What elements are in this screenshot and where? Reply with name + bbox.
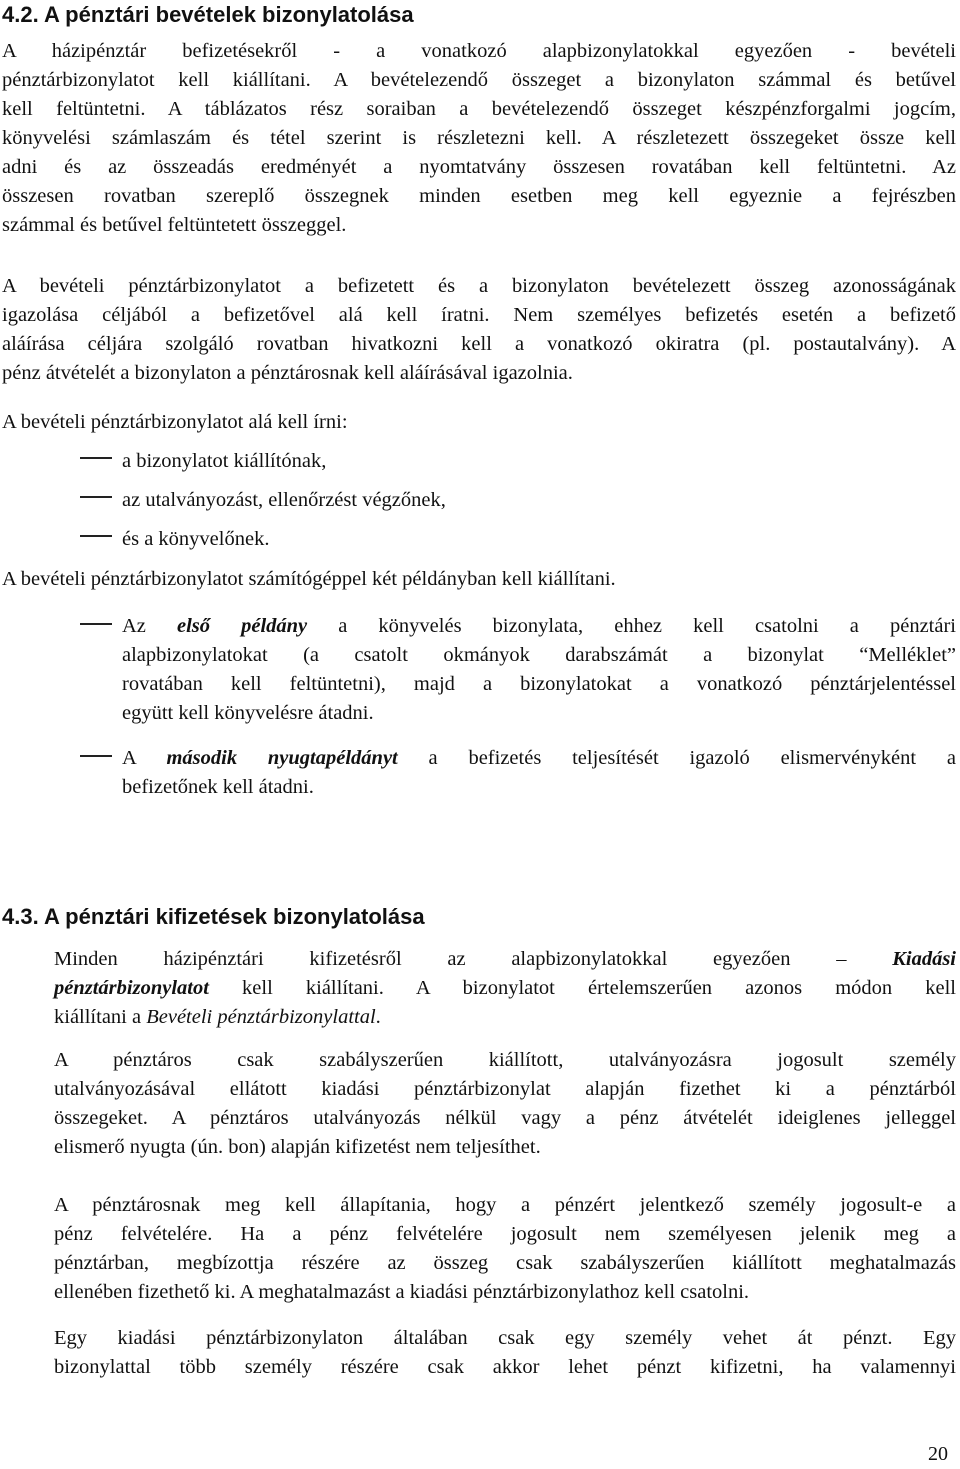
paragraph-payer-signature — [2, 272, 956, 388]
signer-list-item: és a könyvelőnek. — [122, 528, 270, 550]
text-line: aláírása céljára szolgáló rovatban hivatkozni kell a vonatkozó okiratra (pl. postautalvány). A — [2, 333, 956, 355]
first-copy-emphasis: első példány — [177, 615, 308, 637]
text-line: pénz átvételét a bizonylaton a pénztárosnak kell aláírásával igazolnia. — [2, 362, 573, 384]
dash-bullet-icon — [80, 755, 112, 757]
paragraph-proxy-authorization — [54, 1191, 956, 1307]
text-line: A pénztáros csak szabályszerűen kiállított, utalványozásra jogosult személy — [54, 1049, 956, 1071]
second-copy-emphasis: második nyugtapéldányt — [166, 747, 398, 769]
text-line: könyvelési számlaszám és tétel szerint is részletezni kell. A részletezett összegeket össze kell — [2, 127, 956, 149]
text-line — [54, 945, 956, 974]
section-4-2-title: 4.2. A pénztári bevételek bizonylatolása — [2, 2, 414, 27]
text-line — [122, 612, 956, 641]
text-line: ellenében fizethető ki. A meghatalmazást a kiadási pénztárbizonylathoz kell csatolni. — [54, 1281, 750, 1303]
text-line: együtt kell könyvelésre átadni. — [122, 702, 374, 724]
text-line: kell feltüntetni. A táblázatos rész soraiban a bevételezendő összeget készpénzforgalmi jogcím, — [2, 98, 956, 120]
first-copy-item — [122, 612, 956, 728]
text-line: pénztárbizonylatot kell kiállítani. A bevételezendő összeget a bizonylaton számmal és betűvel — [2, 69, 956, 91]
text-line: befizetőnek kell átadni. — [122, 776, 314, 798]
text-line: A házipénztár befizetésekről - a vonatkozó alapbizonylatokkal egyezően - bevételi — [2, 40, 956, 62]
text-line: adni és az összeadás eredményét a nyomtatvány összesen rovatában kell feltüntetni. Az — [2, 156, 956, 178]
text-line — [122, 744, 956, 773]
signer-list-item: a bizonylatot kiállítónak, — [122, 450, 327, 472]
dash-bullet-icon — [80, 496, 112, 498]
payout-line3-emphasis: Bevételi pénztárbizonylattal — [146, 1006, 376, 1028]
text-line: alapbizonylatokat (a csatolt okmányok darabszámát a bizonylat “Melléklet” — [122, 644, 956, 666]
text-line: rovatában kell feltüntetni), majd a bizonylatokat a vonatkozó pénztárjelentéssel — [122, 673, 956, 695]
text-line: A pénztárosnak meg kell állapítania, hogy a pénzért jelentkező személy jogosult-e a — [54, 1194, 956, 1216]
text-line: összesen rovatban szereplő összegnek minden esetben meg kell egyeznie a fejrészben — [2, 185, 956, 207]
text-line: igazolása céljából a befizetővel alá kell íratni. Nem személyes befizetés esetén a befizető — [2, 304, 956, 326]
payout-line3-pre: kiállítani a — [54, 1006, 147, 1028]
second-copy-item — [122, 744, 956, 802]
page-number: 20 — [928, 1443, 948, 1465]
payout-line3-post: . — [375, 1006, 381, 1028]
copies-intro: A bevételi pénztárbizonylatot számítógéppel két példányban kell kiállítani. — [2, 568, 616, 590]
text-line: utalványozásával ellátott kiadási pénztárbizonylat alapján fizethet ki a pénztárból — [54, 1078, 956, 1100]
payout-line2-emphasis: pénztárbizonylatot — [54, 977, 209, 999]
dash-bullet-icon — [80, 457, 112, 459]
text-line: pénztárban, megbízottja részére az összeg csak szabályszerűen kiállított meghatalmazás — [54, 1252, 956, 1274]
first-copy-pre: Az — [122, 615, 177, 637]
dash-bullet-icon — [80, 535, 112, 537]
paragraph-receipt-rules — [2, 37, 956, 240]
paragraph-payout-voucher — [54, 945, 956, 1032]
text-line: elismerő nyugta (ún. bon) alapján kifizetést nem teljesíthet. — [54, 1136, 541, 1158]
section-4-3-title: 4.3. A pénztári kifizetések bizonylatolása — [2, 904, 425, 929]
signer-list-item: az utalványozást, ellenőrzést végzőnek, — [122, 489, 446, 511]
paragraph-single-recipient — [54, 1324, 956, 1382]
payout-line2-rest: kell kiállítani. A bizonylatot értelemszerűen azonos módon kell — [208, 977, 956, 999]
text-line: pénz felvételére. Ha a pénz felvételére jogosult nem személyesen jelenik meg a — [54, 1223, 956, 1245]
text-line: Egy kiadási pénztárbizonylaton általában csak egy személy vehet át pénzt. Egy — [54, 1327, 956, 1349]
text-line — [54, 974, 956, 1003]
second-copy-pre: A — [122, 747, 167, 769]
signers-intro: A bevételi pénztárbizonylatot alá kell írni: — [2, 411, 348, 433]
text-line — [54, 1003, 956, 1032]
text-line: számmal és betűvel feltüntetett összeggel. — [2, 214, 347, 236]
first-copy-rest: a könyvelés bizonylata, ehhez kell csatolni a pénztári — [307, 615, 956, 637]
text-line: összegeket. A pénztáros utalványozás nélkül vagy a pénz átvételét ideiglenes jelleggel — [54, 1107, 956, 1129]
payout-line1-emphasis: Kiadási — [892, 948, 956, 970]
text-line: A bevételi pénztárbizonylatot a befizetett és a bizonylaton bevételezett összeg azonosságának — [2, 275, 956, 297]
dash-bullet-icon — [80, 623, 112, 625]
paragraph-cashier-authorization — [54, 1046, 956, 1162]
payout-line1-pre: Minden házipénztári kifizetésről az alapbizonylatokkal egyezően – — [54, 948, 893, 970]
second-copy-rest: a befizetés teljesítését igazoló elismervényként a — [397, 747, 956, 769]
text-line: bizonylattal több személy részére csak akkor lehet pénzt kifizetni, ha valamennyi — [54, 1356, 956, 1378]
